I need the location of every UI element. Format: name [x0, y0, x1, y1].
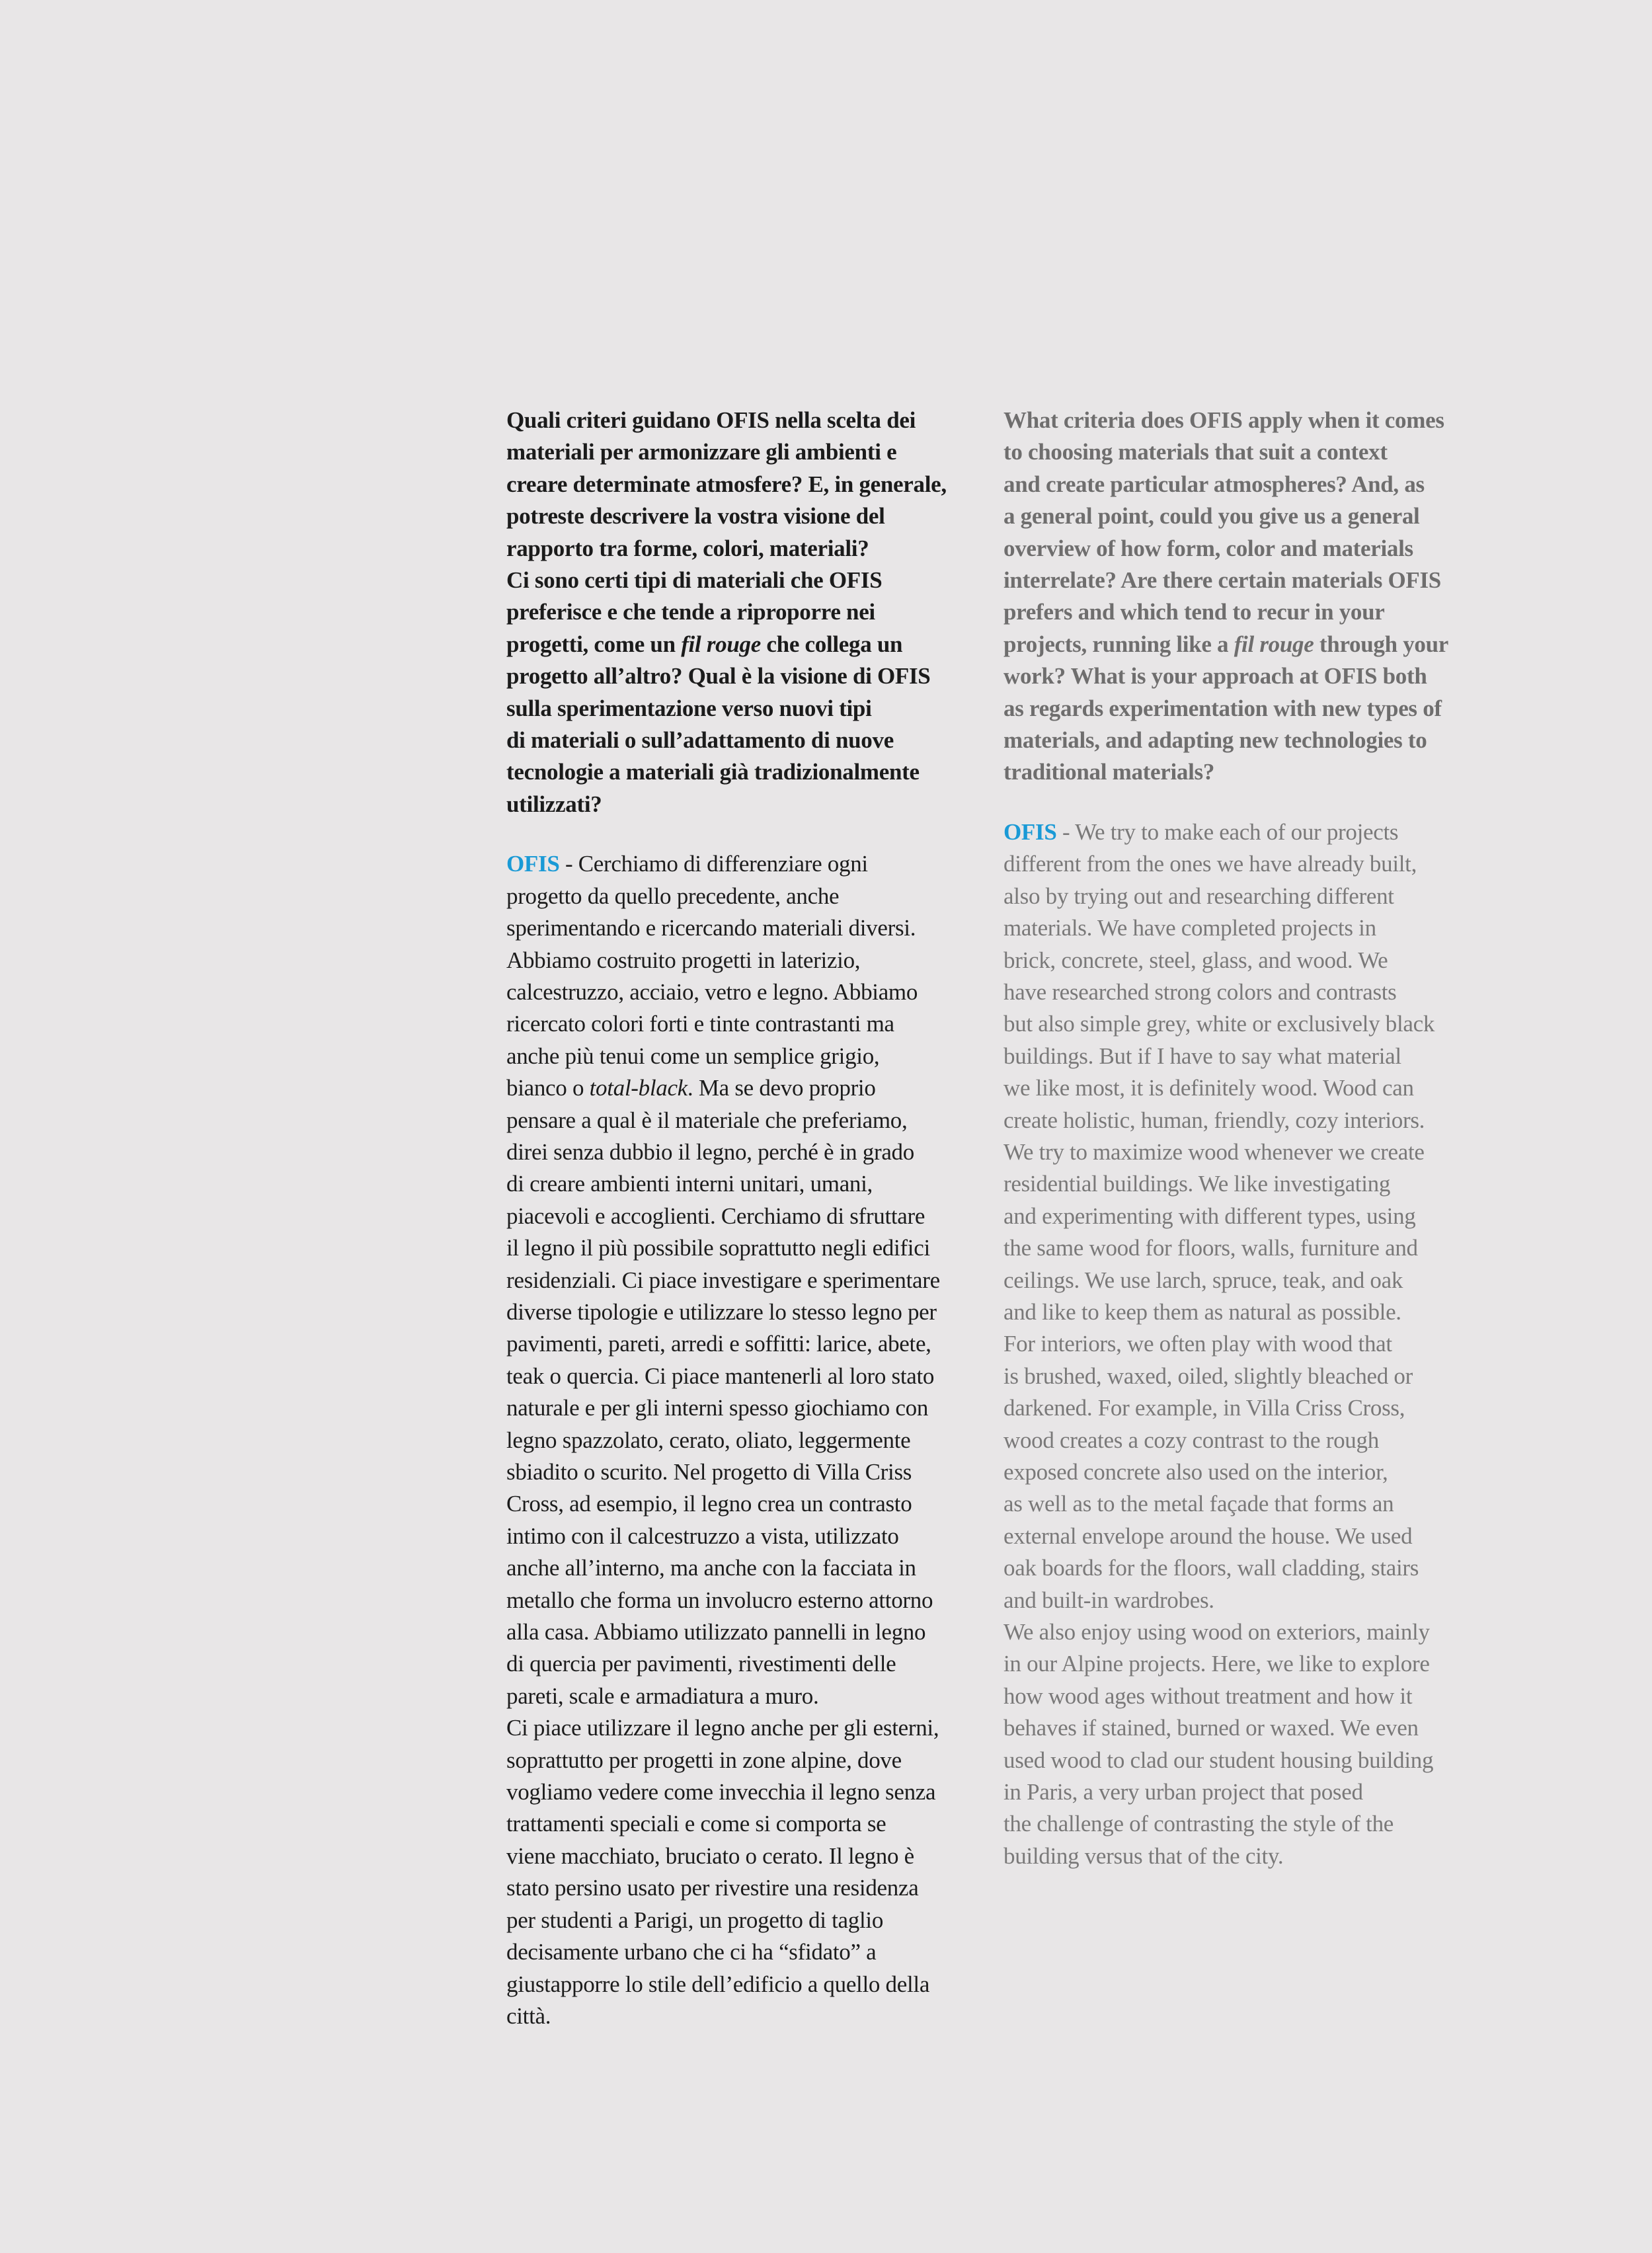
italian-column — [506, 405, 1003, 2032]
question-english: What criteria does OFIS apply when it comes to choosing materials that suit a context and create particular atmospheres? And, as a general point, could you give us a general overview of how form, color and materials interrelate? Are there certain materials OFIS prefers and which tend to recur in your projects, running like a fil rouge through your work? What is your approach at OFIS both as regards experimentation with new types of materials, and adapting new technologies to traditional materials? — [1003, 407, 1449, 785]
answer-english — [1003, 816, 1486, 1872]
english-column — [1003, 405, 1486, 1872]
question-italian: Quali criteri guidano OFIS nella scelta dei materiali per armonizzare gli ambienti e creare determinate atmosfere? E, in generale, potreste descrivere la vostra visione del rapporto tra forme, colori, materiali? Ci sono certi tipi di materiali che OFIS preferisce e che tende a riproporre nei progetti, come un fil rouge che collega un progetto all’altro? Qual è la visione di OFIS sulla sperimentazione verso nuovi tipi di materiali o sull’adattamento di nuove tecnologie a materiali già tradizionalmente utilizzati? — [506, 407, 947, 817]
ofis-speaker-label-italian: OFIS — [506, 851, 560, 877]
ofis-speaker-label-english: OFIS — [1003, 818, 1057, 845]
answer-english-text: - We try to make each of our projects different from the ones we have already built, also by trying out and researching different materials. We have completed projects in brick, concrete, steel, glass, and wood. We have researched strong colors and contrasts but also simple grey, white or exclusively black buildings. But if I have to say what material we like most, it is definitely wood. Wood can create holistic, human, friendly, cozy interiors. We try to maximize wood whenever we create residential buildings. We like investigating and experimenting with different types, using the same wood for floors, walls, furniture and ceilings. We use larch, spruce, teak, and oak and like to keep them as natural as possible. For interiors, we often play with wood that is brushed, waxed, oiled, slightly bleached or darkened. For example, in Villa Criss Cross, wood creates a cozy contrast to the rough exposed concrete also used on the interior, as well as to the metal façade that forms an external envelope around the house. We used oak boards for the floors, wall cladding, stairs and built-in wardrobes. We also enjoy using wood on exteriors, mainly in our Alpine projects. Here, we like to explore how wood ages without treatment and how it behaves if stained, burned or waxed. We even used wood to clad our student housing building in Paris, a very urban project that posed the challenge of contrasting the style of the building versus that of the city. — [1003, 818, 1435, 1869]
answer-italian — [506, 848, 1003, 2032]
answer-italian-text: - Cerchiamo di differenziare ogni progetto da quello precedente, anche sperimentando e ricercando materiali diversi. Abbiamo costruito progetti in laterizio, calcestruzzo, acciaio, vetro e legno. Abbiamo ricercato colori forti e tinte contrastanti ma anche più tenui come un semplice grigio, bianco o total-black. Ma se devo proprio pensare a qual è il materiale che preferiamo, direi senza dubbio il legno, perché è in grado di creare ambienti interni unitari, umani, piacevoli e accoglienti. Cerchiamo di sfruttare il legno il più possibile soprattutto negli edifici residenziali. Ci piace investigare e sperimentare diverse tipologie e utilizzare lo stesso legno per pavimenti, pareti, arredi e soffitti: larice, abete, teak o quercia. Ci piace mantenerli al loro stato naturale e per gli interni spesso giochiamo con legno spazzolato, cerato, oliato, leggermente sbiadito o scurito. Nel progetto di Villa Criss Cross, ad esempio, il legno crea un contrasto intimo con il calcestruzzo a vista, utilizzato anche all’interno, ma anche con la facciata in metallo che forma un involucro esterno attorno alla casa. Abbiamo utilizzato pannelli in legno di quercia per pavimenti, rivestimenti delle pareti, scale e armadiatura a muro. Ci piace utilizzare il legno anche per gli esterni, soprattutto per progetti in zone alpine, dove vogliamo vedere come invecchia il legno senza trattamenti speciali e come si comporta se viene macchiato, bruciato o cerato. Il legno è stato persino usato per rivestire una residenza per studenti a Parigi, un progetto di taglio decisamente urbano che ci ha “sfidato” a giustapporre lo stile dell’edificio a quello della città. — [506, 851, 940, 2029]
